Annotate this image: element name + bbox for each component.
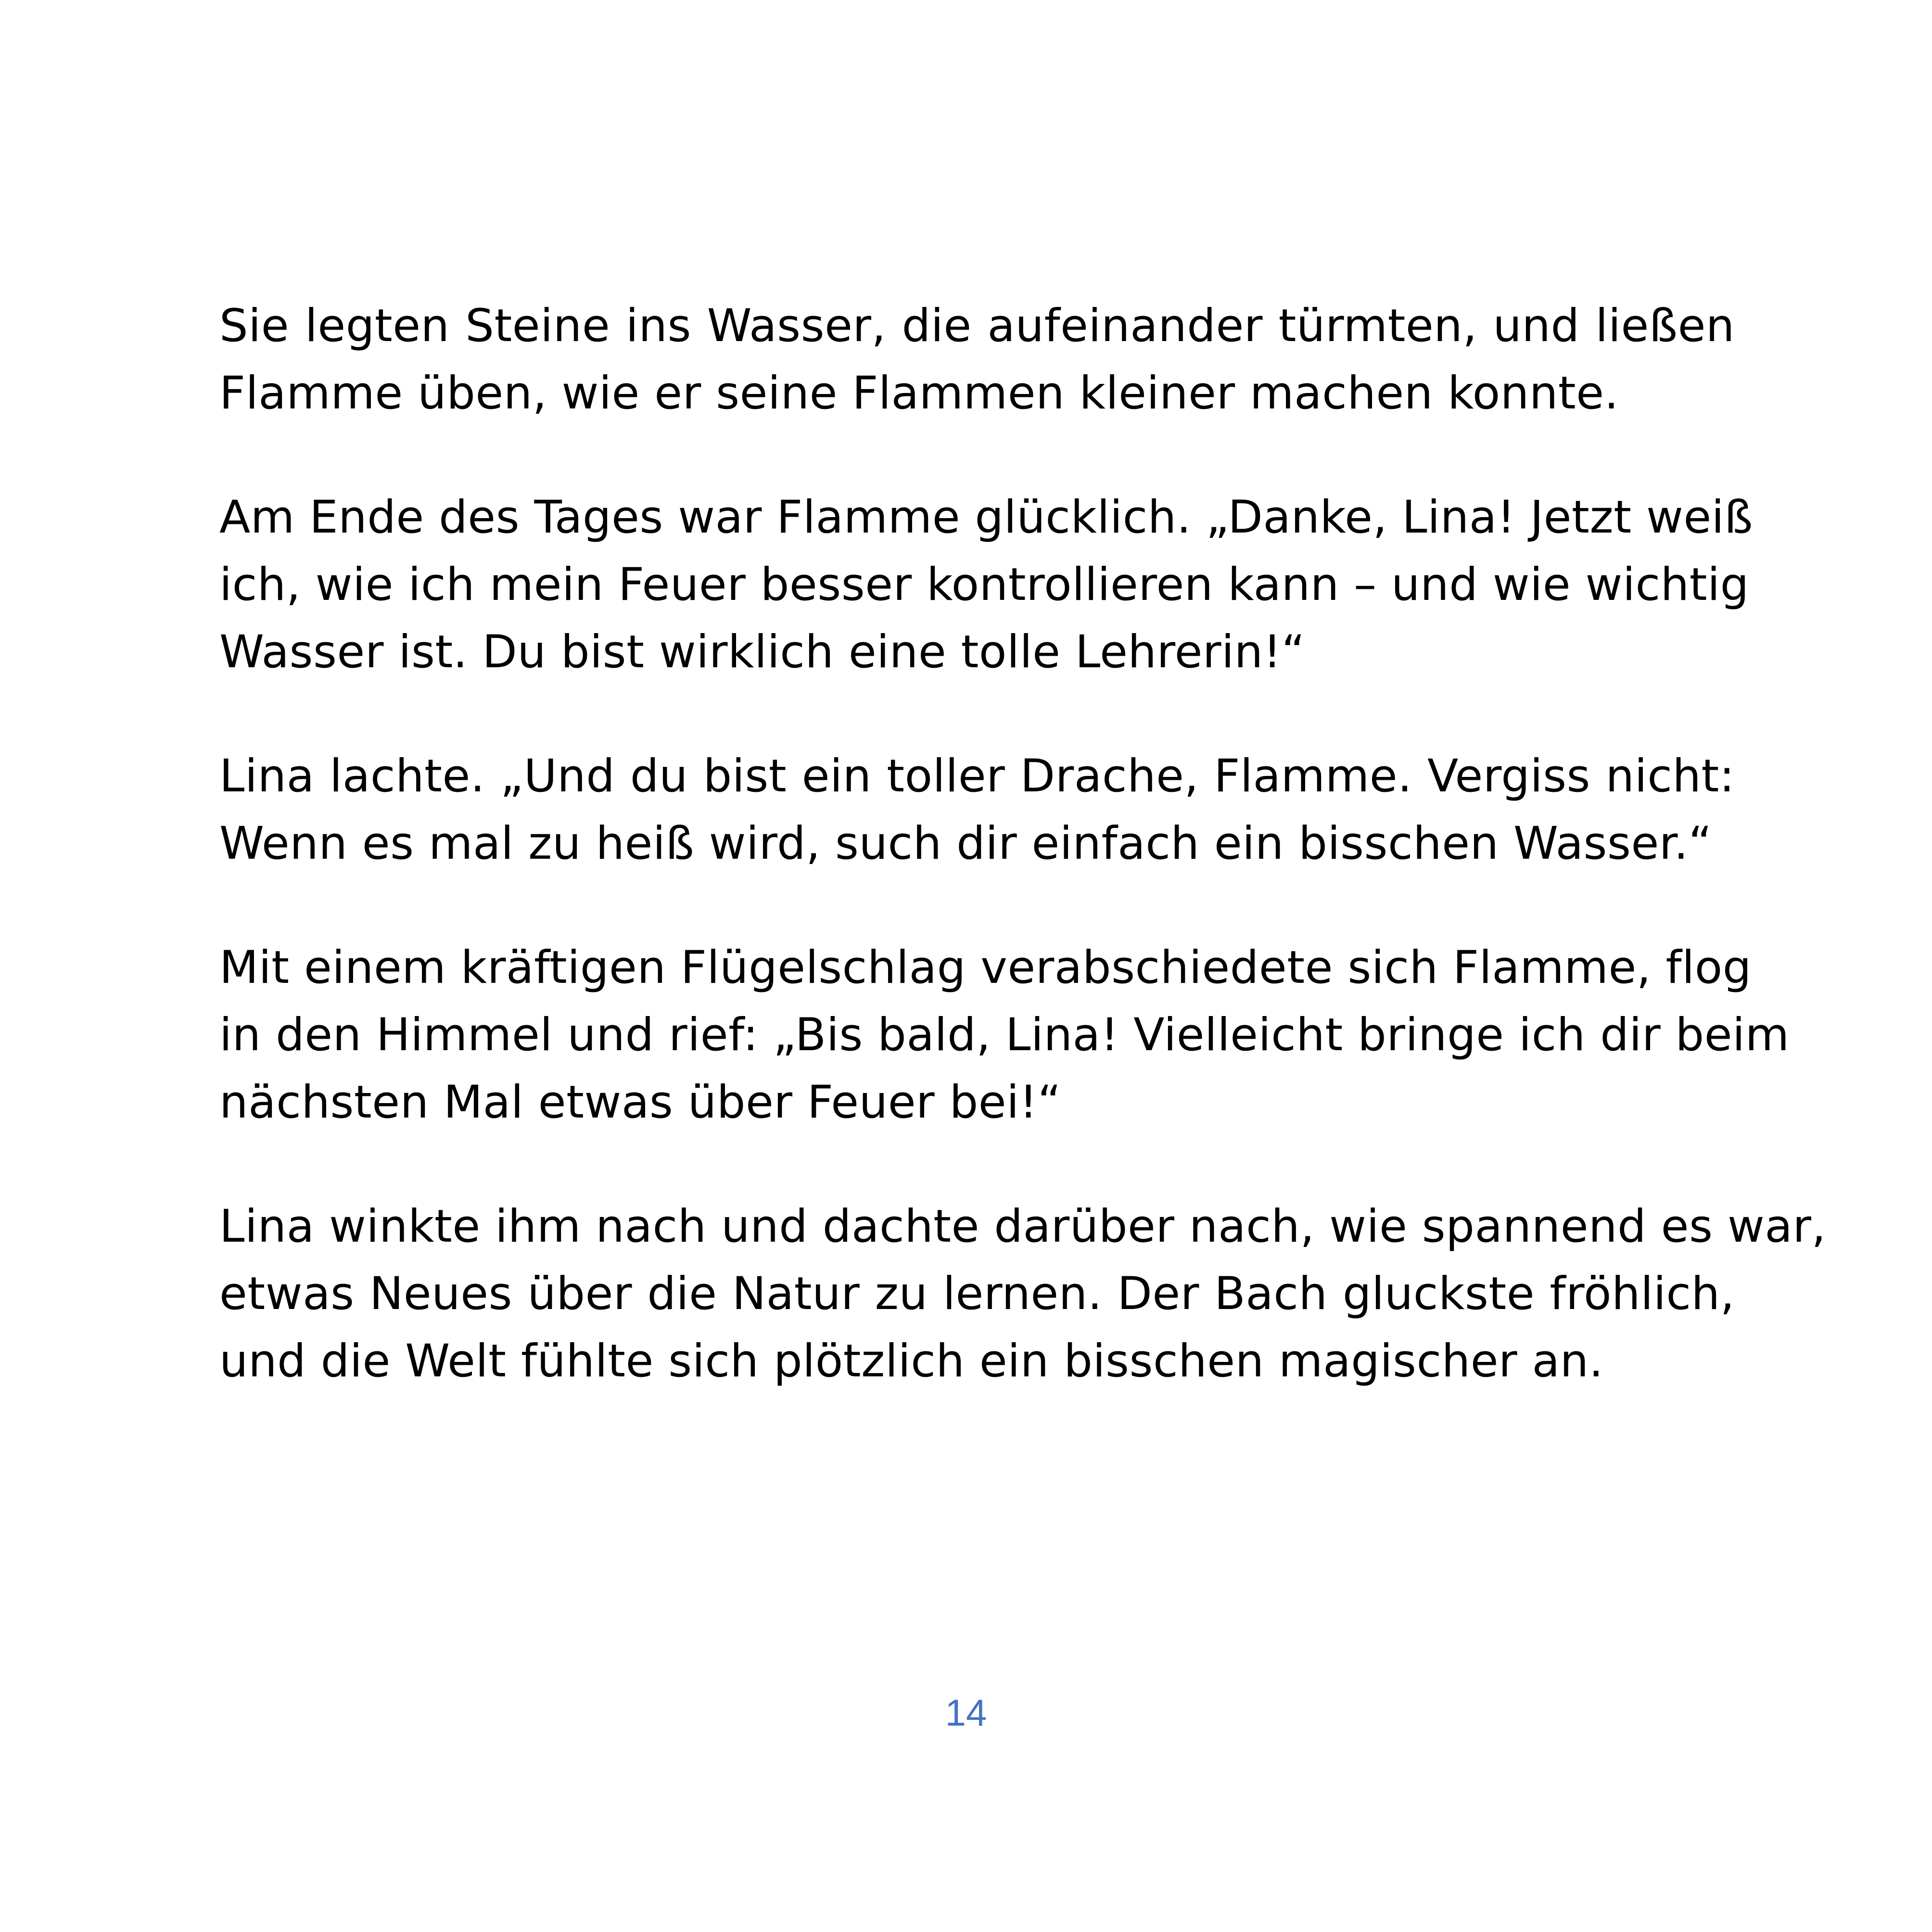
- paragraph-line: Mit einem kräftigen Flügelschlag verabschiedete sich Flamme, flog: [219, 941, 1752, 994]
- story-text: [219, 292, 1826, 1452]
- paragraph-line: Am Ende des Tages war Flamme glücklich. „Danke, Lina! Jetzt weiß: [219, 491, 1753, 544]
- paragraph-line: Lina lachte. „Und du bist ein toller Drache, Flamme. Vergiss nicht:: [219, 750, 1735, 802]
- paragraph-2: [219, 484, 1753, 686]
- paragraph-line: Lina winkte ihm nach und dachte darüber nach, wie spannend es war,: [219, 1200, 1826, 1253]
- paragraph-line: in den Himmel und rief: „Bis bald, Lina! Vielleicht bringe ich dir beim: [219, 1009, 1790, 1061]
- paragraph-1: [219, 292, 1735, 427]
- paragraph-3: [219, 743, 1735, 877]
- page-number: 14: [945, 1691, 987, 1734]
- paragraph-4: [219, 934, 1790, 1136]
- paragraph-line: Wasser ist. Du bist wirklich eine tolle Lehrerin!“: [219, 626, 1306, 678]
- paragraph-line: Wenn es mal zu heiß wird, such dir einfach ein bisschen Wasser.“: [219, 817, 1712, 870]
- paragraph-5: [219, 1193, 1826, 1395]
- paragraph-line: Flamme üben, wie er seine Flammen kleiner machen konnte.: [219, 367, 1619, 419]
- paragraph-line: nächsten Mal etwas über Feuer bei!“: [219, 1076, 1062, 1129]
- paragraph-line: und die Welt fühlte sich plötzlich ein bisschen magischer an.: [219, 1335, 1604, 1387]
- paragraph-line: ich, wie ich mein Feuer besser kontrollieren kann – und wie wichtig: [219, 559, 1749, 611]
- paragraph-line: etwas Neues über die Natur zu lernen. Der Bach gluckste fröhlich,: [219, 1268, 1735, 1320]
- paragraph-line: Sie legten Steine ins Wasser, die aufeinander türmten, und ließen: [219, 300, 1735, 352]
